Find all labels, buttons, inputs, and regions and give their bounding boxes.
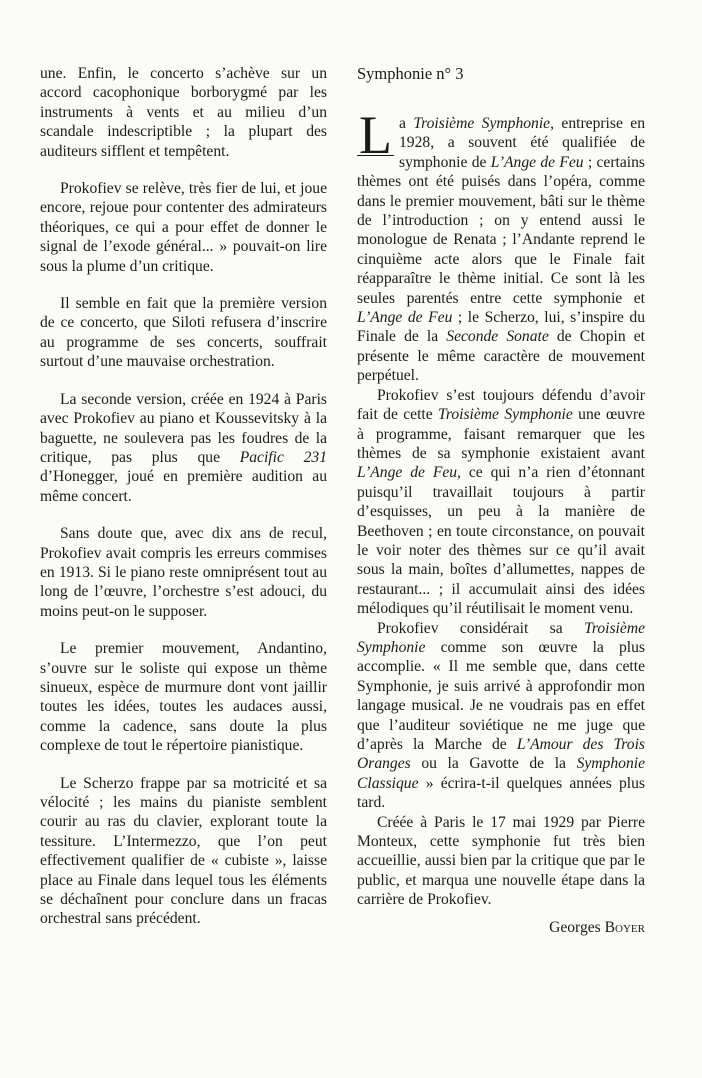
paragraph: L a Troisième Symphonie, entreprise en 1928, a souvent été qualifiée de symphonie de L’Ange de Feu ; certains thèmes ont été puisés dans l’opéra, comme dans le premier mouvement, bâti sur le thème de l’introduction ; on y entend aussi le monologue de Renata ; l’Andante reprend le cinquième acte alors que le Finale fait réapparaître le thème initial. Ce sont là les seules parentés entre cette symphonie et L’Ange de Feu ; le Scherzo, lui, s’inspire du Finale de la Seconde Sonate de Chopin et présente le même caractère de mouvement perpétuel.: [357, 105, 646, 385]
left-column: [40, 64, 327, 947]
right-column: [357, 64, 645, 937]
paragraph: Le premier mouvement, Andantino, s’ouvre sur le soliste qui expose un thème sinueux, espèce de murmure dont vont jaillir toutes les idées, toutes les audaces aussi, comme la cadence, sans doute la plus complexe de tout le répertoire pianistique.: [40, 640, 327, 755]
paragraph: Prokofiev se relève, très fier de lui, et joue encore, rejoue pour contenter des admirateurs théoriques, ce qui a pour effet de donner le signal de l’exode général... » pouvait-on lire sous la plume d’un critique.: [40, 180, 327, 275]
paragraph: Il semble en fait que la première version de ce concerto, que Siloti refusera d’inscrire au programme de ses concerts, souffrait surtout d’une mauvaise orchestration.: [40, 295, 327, 371]
paragraph: Le Scherzo frappe par sa motricité et sa vélocité ; les mains du pianiste semblent courir au ras du clavier, explorant toute la tessiture. L’Intermezzo, que l’on peut effectivement qualifier de « cubiste », laisse place au Finale dans lequel tous les éléments se déchaînent pour conclure dans un fracas orchestral sans précédent.: [40, 774, 327, 928]
paragraph: La seconde version, créée en 1924 à Paris avec Prokofiev au piano et Koussevitsky à la baguette, ne soulevera pas les foudres de la critique, pas plus que Pacific 231 d’Honegger, joué en première audition au même concert.: [40, 390, 327, 505]
paragraph: une. Enfin, le concerto s’achève sur un accord cacophonique borborygmé par les instruments à vents et au milieu d’un scandale indescriptible ; la plupart des auditeurs sifflent et tempêtent.: [40, 65, 327, 160]
paragraph: Sans doute que, avec dix ans de recul, Prokofiev avait compris les erreurs commises en 1913. Si le piano reste omniprésent tout au long de l’œuvre, l’orchestre s’est adouci, du moins peut-on le supposer.: [40, 525, 327, 620]
drop-cap: L: [359, 105, 392, 165]
author-signature: Georges Boyer: [549, 918, 645, 936]
paragraph: Créée à Paris le 17 mai 1929 par Pierre Monteux, cette symphonie fut très bien accueillie, aussi bien par la critique que par le public, et marqua une nouvelle étape dans la carrière de Prokofiev.: [357, 813, 645, 909]
paragraph: Prokofiev considérait sa Troisième Symphonie comme son œuvre la plus accomplie. « Il me semble que, dans cette Symphonie, je suis arrivé à approfondir mon langage musical. Je ne voudrais pas en effet que l’auditeur soviétique ne me juge que d’après la Marche de L’Amour des Trois Oranges ou la Gavotte de la Symphonie Classique » écrira-t-il quelques années plus tard.: [357, 619, 645, 812]
paragraph: Prokofiev s’est toujours défendu d’avoir fait de cette Troisième Symphonie une œuvre à programme, faisant remarquer que les thèmes de sa symphonie existaient avant L’Ange de Feu, ce qui n’a rien d’étonnant puisqu’il travaillait toujours à partir d’esquisses, un peu à la manière de Beethoven ; en toute circonstance, on pouvait le voir noter des thèmes sur ce qu’il avait sous la main, boîtes d’allumettes, nappes de restaurant... ; il accumulait ainsi des idées mélodiques qu’il réutilisait le moment venu.: [357, 386, 646, 618]
section-heading: Symphonie n° 3: [357, 64, 464, 83]
